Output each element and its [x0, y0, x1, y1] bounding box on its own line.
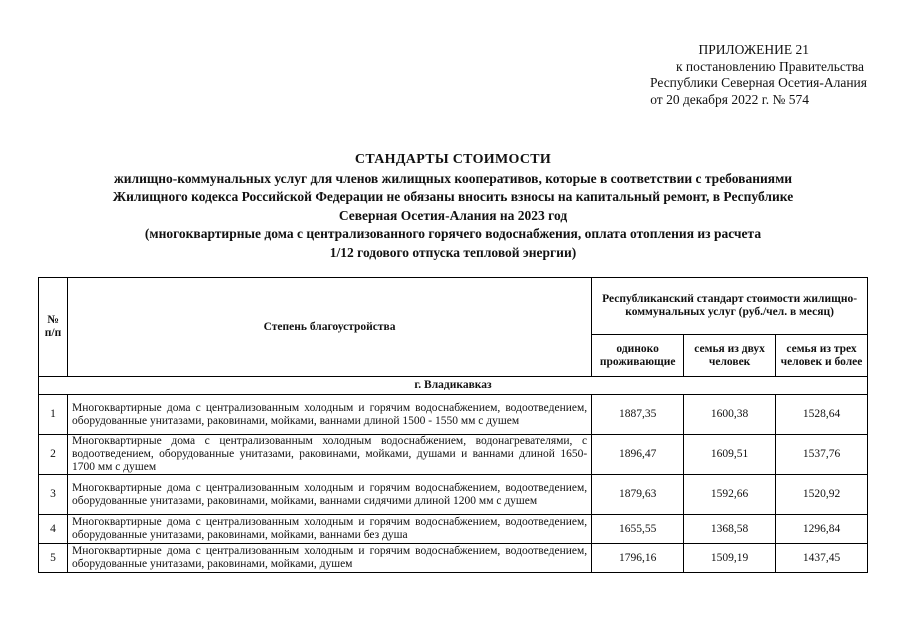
table-row: [39, 544, 868, 573]
row-three: 1296,84: [776, 515, 868, 544]
table-row: [39, 435, 868, 475]
document-title: [58, 151, 848, 262]
appendix-line-decree: к постановлению Правительства: [675, 58, 864, 74]
header-num: № п/п: [39, 278, 68, 377]
header-standard: Республиканский стандарт стоимости жилищно-коммунальных услуг (руб./чел. в месяц): [592, 278, 868, 335]
header-three: семья из трех человек и более: [776, 335, 868, 377]
row-single: 1887,35: [592, 395, 684, 435]
row-single: 1796,16: [592, 544, 684, 573]
title-line-2: жилищно-коммунальных услуг для членов жилищных кооперативов, которые в соответствии с требованиями: [113, 170, 793, 186]
row-num: 2: [39, 435, 68, 475]
row-num: 1: [39, 395, 68, 435]
header-single: одиноко проживающие: [592, 335, 684, 377]
title-line-3: Жилищного кодекса Российской Федерации не обязаны вносить взносы на капитальный ремонт, в Республике: [112, 189, 794, 204]
table-row: [39, 515, 868, 544]
appendix-line-republic: Республики Северная Осетия-Алания: [650, 75, 867, 90]
table-row: [39, 475, 868, 515]
appendix-block: [537, 42, 867, 108]
row-description: Многоквартирные дома с централизованным холодным и горячим водоснабжением, водоотведением, оборудованные унитазами, раковинами, мойками, ваннами длиной 1500 - 1550 мм с душем: [67, 395, 591, 435]
row-description: Многоквартирные дома с централизованным холодным водоснабжением, водонагревателями, с водоотведением, оборудованные унитазами, раковинами, мойками, душами и ваннами длиной 1650-1700 мм с душем: [67, 435, 591, 475]
header-description: Степень благоустройства: [67, 278, 591, 377]
row-two: 1592,66: [684, 475, 776, 515]
row-num: 5: [39, 544, 68, 573]
row-num: 4: [39, 515, 68, 544]
row-description: Многоквартирные дома с централизованным холодным и горячим водоснабжением, водоотведением, оборудованные унитазами, раковинами, мойками, душем: [67, 544, 591, 573]
row-two: 1600,38: [684, 395, 776, 435]
appendix-line-date: от 20 декабря 2022 г. № 574: [650, 91, 809, 107]
title-line-4: Северная Осетия-Алания на 2023 год: [338, 207, 568, 223]
header-two: семья из двух человек: [684, 335, 776, 377]
row-description: Многоквартирные дома с централизованным холодным и горячим водоснабжением, водоотведением, оборудованные унитазами, раковинами, мойками, ваннами без душа: [67, 515, 591, 544]
row-single: 1896,47: [592, 435, 684, 475]
city-name: г. Владикавказ: [39, 377, 868, 395]
table-header-row: [39, 278, 868, 335]
row-three: 1437,45: [776, 544, 868, 573]
row-three: 1520,92: [776, 475, 868, 515]
row-description: Многоквартирные дома с централизованным холодным и горячим водоснабжением, водоотведением, оборудованные унитазами, раковинами, мойками, ваннами сидячими длиной 1200 мм с душем: [67, 475, 591, 515]
row-num: 3: [39, 475, 68, 515]
row-two: 1509,19: [684, 544, 776, 573]
row-three: 1537,76: [776, 435, 868, 475]
row-two: 1368,58: [684, 515, 776, 544]
row-single: 1879,63: [592, 475, 684, 515]
row-two: 1609,51: [684, 435, 776, 475]
standards-table: [38, 277, 868, 573]
title-line-5: (многоквартирные дома с централизованного горячего водоснабжения, оплата отопления из расчета: [144, 226, 762, 241]
row-three: 1528,64: [776, 395, 868, 435]
appendix-heading: ПРИЛОЖЕНИЕ 21: [698, 42, 809, 57]
row-single: 1655,55: [592, 515, 684, 544]
table-row: [39, 395, 868, 435]
title-line-6: 1/12 годового отпуска тепловой энергии): [329, 244, 577, 260]
city-row: [39, 377, 868, 395]
title-main: СТАНДАРТЫ СТОИМОСТИ: [354, 152, 552, 167]
